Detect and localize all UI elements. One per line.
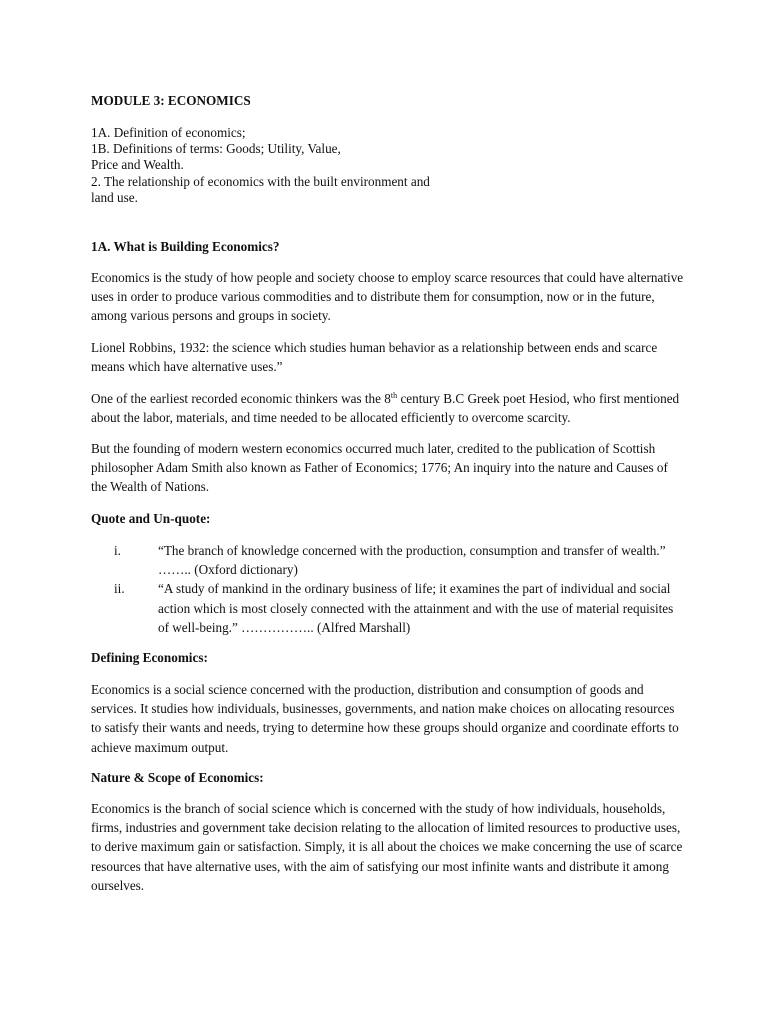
outline-line: Price and Wealth. (91, 157, 184, 173)
paragraph-hesiod (91, 389, 687, 427)
list-marker: ii. (114, 581, 125, 597)
outline-line: land use. (91, 189, 138, 205)
list-item (91, 579, 691, 637)
paragraph-economics-study: Economics is the study of how people and society choose to employ scarce resources that could have alternative uses in order to produce various commodities and to distribute them for consumption, now or in the future, among various persons and groups in society. (91, 270, 684, 324)
hesiod-text-start: One of the earliest recorded economic thinkers was the 8 (91, 391, 391, 406)
paragraph-defining-economics: Economics is a social science concerned with the production, distribution and consumption of goods and services. It studies how individuals, businesses, governments, and nation make choices on allocating resources to satisfy their wants and needs, trying to determine how these groups should organize and coordinate efforts to achieve maximum output. (91, 682, 679, 755)
list-marker: i. (114, 543, 121, 558)
paragraph-nature-scope: Economics is the branch of social science which is concerned with the study of how individuals, households, firms, industries and government take decision relating to the allocation of limited resources to productive uses, to derive maximum gain or satisfaction. Simply, it is all about the choices we make concerning the use of scarce resources that have alternative uses, with the aim of satisfying our most infinite wants and distribute it among ourselves. (91, 801, 683, 893)
section-heading-defining-economics: Defining Economics: (91, 650, 208, 665)
outline-line: 1A. Definition of economics; (91, 125, 246, 140)
quote-list (91, 541, 691, 637)
module-title: MODULE 3: ECONOMICS (91, 93, 251, 108)
hesiod-text-end: century B.C Greek poet Hesiod, who first mentioned about the labor, materials, and time needed to be allocated efficiently to overcome scarcity. (91, 391, 680, 426)
ordinal-suffix: th (390, 391, 398, 400)
paragraph-lionel-robbins: Lionel Robbins, 1932: the science which studies human behavior as a relationship between ends and scarce means which have alternative uses.” (91, 340, 658, 375)
list-item (91, 541, 691, 579)
module-outline (91, 125, 691, 206)
quote-oxford: “The branch of knowledge concerned with the production, consumption and transfer of wealth.” …….. (Oxford dictionary) (158, 543, 666, 578)
outline-line: 2. The relationship of economics with the built environment and (91, 173, 430, 189)
quote-marshall: “A study of mankind in the ordinary business of life; it examines the part of individual and social action which is most closely connected with the attainment and with the use of material requisites of well-being.” …………….. (Alfred Marshall) (158, 581, 674, 635)
section-heading-nature-scope: Nature & Scope of Economics: (91, 770, 264, 785)
section-heading-quotes: Quote and Un-quote: (91, 511, 211, 526)
section-heading-building-economics: 1A. What is Building Economics? (91, 239, 280, 254)
outline-line: 1B. Definitions of terms: Goods; Utility, Value, (91, 141, 341, 157)
paragraph-adam-smith: But the founding of modern western economics occurred much later, credited to the publication of Scottish philosopher Adam Smith also known as Father of Economics; 1776; An inquiry into the nature and Causes of the Wealth of Nations. (91, 441, 668, 495)
